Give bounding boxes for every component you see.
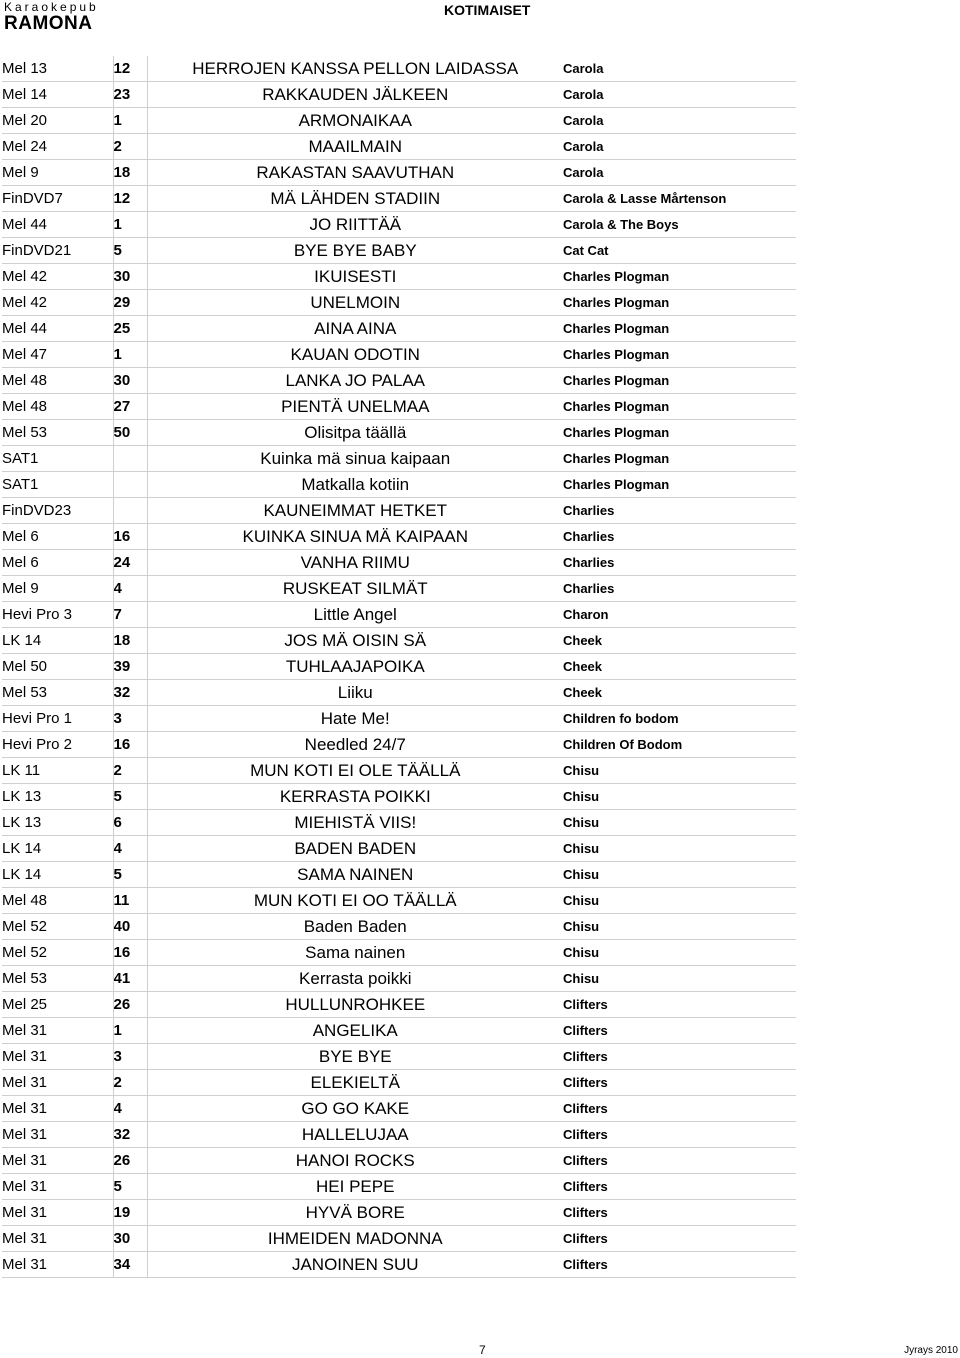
artist-cell: Charles Plogman: [563, 472, 796, 498]
table-row: [2, 628, 796, 654]
song-title-cell: MIEHISTÄ VIIS!: [147, 810, 563, 836]
table-row: [2, 1070, 796, 1096]
disc-cell: FinDVD7: [2, 186, 113, 212]
artist-cell: Children fo bodom: [563, 706, 796, 732]
track-cell: 50: [113, 420, 147, 446]
artist-cell: Cheek: [563, 680, 796, 706]
table-row: [2, 602, 796, 628]
disc-cell: Mel 31: [2, 1122, 113, 1148]
song-title-cell: VANHA RIIMU: [147, 550, 563, 576]
track-cell: 25: [113, 316, 147, 342]
song-title-cell: Baden Baden: [147, 914, 563, 940]
song-title-cell: TUHLAAJAPOIKA: [147, 654, 563, 680]
track-cell: 16: [113, 524, 147, 550]
table-row: [2, 524, 796, 550]
disc-cell: Mel 42: [2, 290, 113, 316]
table-row: [2, 342, 796, 368]
table-row: [2, 1200, 796, 1226]
track-cell: 2: [113, 1070, 147, 1096]
table-row: [2, 732, 796, 758]
artist-cell: Charles Plogman: [563, 420, 796, 446]
track-cell: 3: [113, 706, 147, 732]
table-row: [2, 472, 796, 498]
artist-cell: Chisu: [563, 940, 796, 966]
disc-cell: Mel 52: [2, 914, 113, 940]
disc-cell: Mel 31: [2, 1070, 113, 1096]
table-row: [2, 836, 796, 862]
track-cell: 12: [113, 56, 147, 82]
disc-cell: Mel 44: [2, 212, 113, 238]
artist-cell: Clifters: [563, 1252, 796, 1278]
song-title-cell: ELEKIELTÄ: [147, 1070, 563, 1096]
artist-cell: Chisu: [563, 784, 796, 810]
song-title-cell: Needled 24/7: [147, 732, 563, 758]
disc-cell: Mel 13: [2, 56, 113, 82]
artist-cell: Charles Plogman: [563, 316, 796, 342]
disc-cell: FinDVD21: [2, 238, 113, 264]
table-row: [2, 810, 796, 836]
disc-cell: Mel 48: [2, 394, 113, 420]
track-cell: 1: [113, 1018, 147, 1044]
song-title-cell: AINA AINA: [147, 316, 563, 342]
artist-cell: Clifters: [563, 1122, 796, 1148]
song-title-cell: RAKKAUDEN JÄLKEEN: [147, 82, 563, 108]
disc-cell: Mel 31: [2, 1200, 113, 1226]
track-cell: 18: [113, 160, 147, 186]
song-title-cell: KAUAN ODOTIN: [147, 342, 563, 368]
artist-cell: Charon: [563, 602, 796, 628]
artist-cell: Charles Plogman: [563, 290, 796, 316]
disc-cell: Mel 31: [2, 1148, 113, 1174]
song-title-cell: BADEN BADEN: [147, 836, 563, 862]
table-row: [2, 940, 796, 966]
table-row: [2, 550, 796, 576]
table-row: [2, 108, 796, 134]
disc-cell: LK 14: [2, 628, 113, 654]
table-row: [2, 680, 796, 706]
track-cell: [113, 498, 147, 524]
table-row: [2, 56, 796, 82]
table-row: [2, 316, 796, 342]
disc-cell: Mel 53: [2, 966, 113, 992]
table-row: [2, 186, 796, 212]
artist-cell: Cat Cat: [563, 238, 796, 264]
track-cell: 5: [113, 784, 147, 810]
song-title-cell: ARMONAIKAA: [147, 108, 563, 134]
artist-cell: Clifters: [563, 1148, 796, 1174]
artist-cell: Clifters: [563, 1200, 796, 1226]
track-cell: 19: [113, 1200, 147, 1226]
artist-cell: Charlies: [563, 576, 796, 602]
track-cell: 39: [113, 654, 147, 680]
song-title-cell: Sama nainen: [147, 940, 563, 966]
disc-cell: Mel 31: [2, 1252, 113, 1278]
song-title-cell: Kuinka mä sinua kaipaan: [147, 446, 563, 472]
table-row: [2, 420, 796, 446]
disc-cell: Mel 31: [2, 1174, 113, 1200]
song-title-cell: BYE BYE BABY: [147, 238, 563, 264]
song-title-cell: JOS MÄ OISIN SÄ: [147, 628, 563, 654]
track-cell: 32: [113, 680, 147, 706]
song-title-cell: MUN KOTI EI OO TÄÄLLÄ: [147, 888, 563, 914]
artist-cell: Chisu: [563, 966, 796, 992]
artist-cell: Carola: [563, 134, 796, 160]
disc-cell: Hevi Pro 2: [2, 732, 113, 758]
table-row: [2, 1148, 796, 1174]
table-row: [2, 160, 796, 186]
table-row: [2, 888, 796, 914]
artist-cell: Charles Plogman: [563, 446, 796, 472]
table-row: [2, 576, 796, 602]
table-row: [2, 784, 796, 810]
track-cell: 18: [113, 628, 147, 654]
table-row: [2, 1252, 796, 1278]
disc-cell: LK 11: [2, 758, 113, 784]
track-cell: 1: [113, 108, 147, 134]
song-title-cell: Matkalla kotiin: [147, 472, 563, 498]
disc-cell: Mel 44: [2, 316, 113, 342]
disc-cell: Mel 50: [2, 654, 113, 680]
page-title: KOTIMAISET: [444, 2, 531, 18]
artist-cell: Carola: [563, 82, 796, 108]
disc-cell: Mel 25: [2, 992, 113, 1018]
disc-cell: Mel 20: [2, 108, 113, 134]
disc-cell: Mel 53: [2, 420, 113, 446]
artist-cell: Clifters: [563, 1096, 796, 1122]
artist-cell: Clifters: [563, 1018, 796, 1044]
artist-cell: Chisu: [563, 836, 796, 862]
song-title-cell: LANKA JO PALAA: [147, 368, 563, 394]
track-cell: [113, 472, 147, 498]
disc-cell: Mel 48: [2, 368, 113, 394]
track-cell: 27: [113, 394, 147, 420]
artist-cell: Clifters: [563, 1226, 796, 1252]
disc-cell: SAT1: [2, 472, 113, 498]
track-cell: 5: [113, 862, 147, 888]
song-title-cell: HANOI ROCKS: [147, 1148, 563, 1174]
track-cell: 2: [113, 134, 147, 160]
table-row: [2, 368, 796, 394]
song-title-cell: MÄ LÄHDEN STADIIN: [147, 186, 563, 212]
artist-cell: Charles Plogman: [563, 394, 796, 420]
song-title-cell: BYE BYE: [147, 1044, 563, 1070]
track-cell: 34: [113, 1252, 147, 1278]
disc-cell: Mel 14: [2, 82, 113, 108]
song-title-cell: MUN KOTI EI OLE TÄÄLLÄ: [147, 758, 563, 784]
track-cell: 30: [113, 1226, 147, 1252]
table-row: [2, 1122, 796, 1148]
track-cell: 2: [113, 758, 147, 784]
artist-cell: Carola: [563, 160, 796, 186]
table-row: [2, 914, 796, 940]
disc-cell: LK 14: [2, 836, 113, 862]
brand-logo: [4, 0, 99, 34]
song-title-cell: HEI PEPE: [147, 1174, 563, 1200]
track-cell: 30: [113, 264, 147, 290]
song-title-cell: Liiku: [147, 680, 563, 706]
table-row: [2, 1226, 796, 1252]
track-cell: 5: [113, 1174, 147, 1200]
track-cell: 12: [113, 186, 147, 212]
page-number: 7: [479, 1343, 486, 1357]
song-title-cell: JO RIITTÄÄ: [147, 212, 563, 238]
artist-cell: Charles Plogman: [563, 342, 796, 368]
song-title-cell: Little Angel: [147, 602, 563, 628]
track-cell: 16: [113, 732, 147, 758]
disc-cell: Mel 42: [2, 264, 113, 290]
brand-name: RAMONA: [4, 13, 93, 34]
song-title-cell: KUINKA SINUA MÄ KAIPAAN: [147, 524, 563, 550]
track-cell: 32: [113, 1122, 147, 1148]
track-cell: 4: [113, 1096, 147, 1122]
disc-cell: Mel 31: [2, 1044, 113, 1070]
artist-cell: Chisu: [563, 914, 796, 940]
artist-cell: Charlies: [563, 550, 796, 576]
track-cell: 1: [113, 342, 147, 368]
artist-cell: Charlies: [563, 524, 796, 550]
artist-cell: Chisu: [563, 810, 796, 836]
artist-cell: Clifters: [563, 992, 796, 1018]
song-table: [2, 56, 796, 1278]
disc-cell: Mel 47: [2, 342, 113, 368]
disc-cell: Mel 31: [2, 1096, 113, 1122]
artist-cell: Clifters: [563, 1070, 796, 1096]
disc-cell: Mel 9: [2, 576, 113, 602]
disc-cell: Mel 24: [2, 134, 113, 160]
track-cell: 7: [113, 602, 147, 628]
artist-cell: Charles Plogman: [563, 368, 796, 394]
disc-cell: Mel 48: [2, 888, 113, 914]
track-cell: 16: [113, 940, 147, 966]
artist-cell: Children Of Bodom: [563, 732, 796, 758]
table-row: [2, 654, 796, 680]
table-row: [2, 758, 796, 784]
song-title-cell: IHMEIDEN MADONNA: [147, 1226, 563, 1252]
disc-cell: LK 13: [2, 810, 113, 836]
disc-cell: Mel 6: [2, 550, 113, 576]
track-cell: 6: [113, 810, 147, 836]
artist-cell: Chisu: [563, 758, 796, 784]
table-row: [2, 1018, 796, 1044]
disc-cell: Hevi Pro 1: [2, 706, 113, 732]
track-cell: 1: [113, 212, 147, 238]
table-row: [2, 394, 796, 420]
song-title-cell: RAKASTAN SAAVUTHAN: [147, 160, 563, 186]
track-cell: 40: [113, 914, 147, 940]
song-title-cell: SAMA NAINEN: [147, 862, 563, 888]
table-row: [2, 1096, 796, 1122]
disc-cell: FinDVD23: [2, 498, 113, 524]
song-title-cell: KAUNEIMMAT HETKET: [147, 498, 563, 524]
table-row: [2, 706, 796, 732]
table-row: [2, 82, 796, 108]
artist-cell: Charlies: [563, 498, 796, 524]
song-title-cell: RUSKEAT SILMÄT: [147, 576, 563, 602]
table-row: [2, 446, 796, 472]
table-row: [2, 212, 796, 238]
disc-cell: Mel 31: [2, 1226, 113, 1252]
artist-cell: Carola: [563, 56, 796, 82]
track-cell: 24: [113, 550, 147, 576]
track-cell: 4: [113, 836, 147, 862]
artist-cell: Clifters: [563, 1174, 796, 1200]
track-cell: [113, 446, 147, 472]
track-cell: 29: [113, 290, 147, 316]
disc-cell: SAT1: [2, 446, 113, 472]
track-cell: 26: [113, 992, 147, 1018]
song-title-cell: Olisitpa täällä: [147, 420, 563, 446]
disc-cell: Mel 52: [2, 940, 113, 966]
table-row: [2, 992, 796, 1018]
table-row: [2, 862, 796, 888]
table-row: [2, 290, 796, 316]
song-title-cell: HALLELUJAA: [147, 1122, 563, 1148]
footer-credit: Jyrays 2010: [904, 1345, 958, 1356]
track-cell: 4: [113, 576, 147, 602]
table-row: [2, 966, 796, 992]
track-cell: 41: [113, 966, 147, 992]
artist-cell: Cheek: [563, 654, 796, 680]
disc-cell: LK 13: [2, 784, 113, 810]
artist-cell: Clifters: [563, 1044, 796, 1070]
disc-cell: Mel 9: [2, 160, 113, 186]
song-title-cell: KERRASTA POIKKI: [147, 784, 563, 810]
disc-cell: Hevi Pro 3: [2, 602, 113, 628]
disc-cell: Mel 6: [2, 524, 113, 550]
song-title-cell: HYVÄ BORE: [147, 1200, 563, 1226]
song-title-cell: PIENTÄ UNELMAA: [147, 394, 563, 420]
artist-cell: Charles Plogman: [563, 264, 796, 290]
song-title-cell: JANOINEN SUU: [147, 1252, 563, 1278]
table-row: [2, 238, 796, 264]
artist-cell: Chisu: [563, 862, 796, 888]
song-title-cell: ANGELIKA: [147, 1018, 563, 1044]
artist-cell: Carola & Lasse Mårtenson: [563, 186, 796, 212]
song-title-cell: Hate Me!: [147, 706, 563, 732]
song-table-body: [2, 56, 796, 1278]
disc-cell: LK 14: [2, 862, 113, 888]
artist-cell: Cheek: [563, 628, 796, 654]
artist-cell: Carola & The Boys: [563, 212, 796, 238]
track-cell: 11: [113, 888, 147, 914]
track-cell: 3: [113, 1044, 147, 1070]
song-title-cell: MAAILMAIN: [147, 134, 563, 160]
artist-cell: Carola: [563, 108, 796, 134]
disc-cell: Mel 53: [2, 680, 113, 706]
song-title-cell: HERROJEN KANSSA PELLON LAIDASSA: [147, 56, 563, 82]
artist-cell: Chisu: [563, 888, 796, 914]
song-title-cell: IKUISESTI: [147, 264, 563, 290]
track-cell: 23: [113, 82, 147, 108]
table-row: [2, 134, 796, 160]
song-title-cell: UNELMOIN: [147, 290, 563, 316]
table-row: [2, 1174, 796, 1200]
table-row: [2, 1044, 796, 1070]
table-row: [2, 498, 796, 524]
track-cell: 5: [113, 238, 147, 264]
song-title-cell: HULLUNROHKEE: [147, 992, 563, 1018]
table-row: [2, 264, 796, 290]
disc-cell: Mel 31: [2, 1018, 113, 1044]
song-title-cell: GO GO KAKE: [147, 1096, 563, 1122]
song-title-cell: Kerrasta poikki: [147, 966, 563, 992]
brand-subtitle: Karaokepub: [4, 0, 99, 14]
track-cell: 26: [113, 1148, 147, 1174]
track-cell: 30: [113, 368, 147, 394]
